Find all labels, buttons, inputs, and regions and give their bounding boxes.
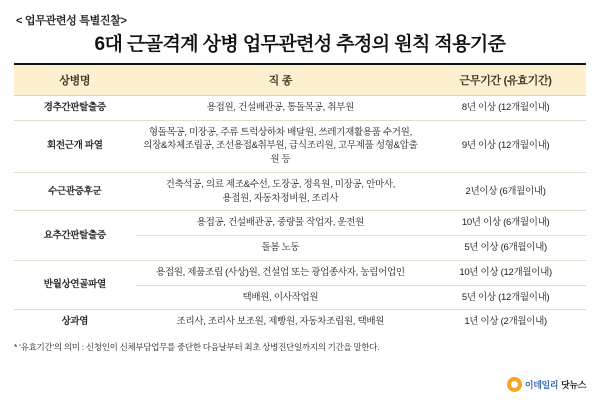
table-row	[14, 120, 586, 172]
logo-circle-icon	[507, 377, 522, 392]
cell-disease: 반월상연골파열	[14, 260, 136, 310]
table-row	[14, 95, 586, 120]
publisher-logo	[507, 377, 586, 392]
cell-disease: 회전근개 파열	[14, 120, 136, 172]
cell-period: 2년이상 (6개월이내)	[425, 172, 586, 211]
cell-disease: 상과염	[61, 316, 89, 328]
page-title: 6대 근골격계 상병 업무관련성 추정의 원칙 적용기준	[94, 34, 506, 55]
table-body	[14, 95, 586, 334]
cell-disease: 수근관증후군	[14, 172, 136, 211]
cell-period: 9년 이상 (12개월이내)	[425, 120, 586, 172]
table-row	[14, 310, 586, 334]
title-block	[14, 34, 586, 65]
cell-job: 용접공, 건설배관공, 중량물 작업자, 운전원	[136, 211, 426, 236]
cell-period: 8년 이상 (12개월이내)	[425, 95, 586, 120]
table-head	[14, 65, 586, 96]
criteria-table	[14, 65, 586, 334]
cell-disease: 경추간판탈출증	[14, 95, 136, 120]
table-row	[14, 172, 586, 211]
table-row	[14, 211, 586, 236]
cell-period: 10년 이상 (12개월이내)	[425, 260, 586, 285]
cell-period: 5년 이상 (12개월이내)	[425, 285, 586, 310]
table-row	[14, 260, 586, 285]
cell-job: 용접원, 제품조립 (사상)원, 건설업 또는 광업종사자, 농림어업인	[136, 260, 426, 285]
footnote: * ‘유효기간’의 의미 : 신청인이 신체부담업무를 중단한 다음날부터 최초 상병진단일까지의 기간을 말한다.	[14, 342, 380, 353]
cell-period: 5년 이상 (6개월이내)	[425, 236, 586, 261]
cell-disease: 요추간판탈출증	[14, 211, 136, 261]
cell-job: 형돌목공, 미장공, 주류 트럭상하차 배달원, 쓰레기재활용품 수거원, 의장&차체조립공, 조선용접&취부원, 급식조리원, 고무제품 성형&압출원 등	[136, 120, 426, 172]
cell-job: 조리사, 조리사 보조원, 제빵원, 자동차조립원, 택배원	[176, 316, 385, 328]
cell-period: 10년 이상 (6개월이내)	[425, 211, 586, 236]
cell-job: 용접원, 건설배관공, 통돌목공, 취부원	[136, 95, 426, 120]
column-header-job: 직 종	[136, 65, 426, 96]
column-header-period: 근무기간 (유효기간)	[425, 65, 586, 96]
cell-job: 돌봄 노동	[136, 236, 426, 261]
logo-brand-secondary: 닷뉴스	[561, 380, 586, 390]
table-header-row	[14, 65, 586, 96]
cell-period: 1년 이상 (2개월이내)	[464, 316, 547, 328]
kicker-label: < 업무관련성 특별진찰>	[16, 15, 127, 27]
logo-brand-primary: 이데일리	[524, 380, 559, 390]
cell-job: 택배원, 이사작업원	[136, 285, 426, 310]
cell-job: 건축석공, 의료 제조&수선, 도장공, 정육원, 미장공, 안마사, 용접원, 자동차정비원, 조리사	[136, 172, 426, 211]
column-header-disease: 상병명	[14, 65, 136, 96]
